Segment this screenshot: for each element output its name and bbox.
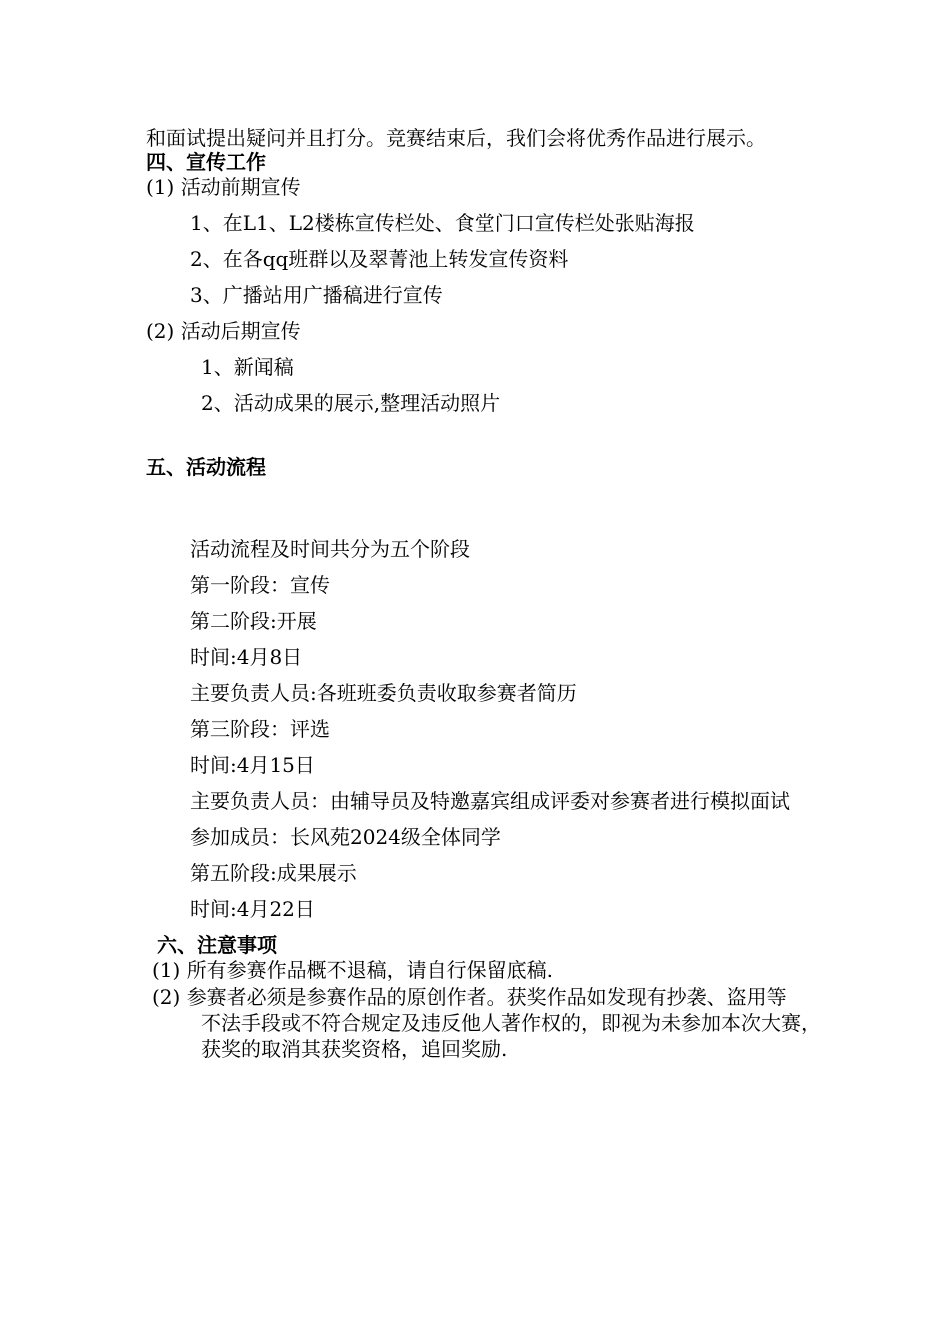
flow-line: 主要负责人员:各班班委负责收取参赛者简历 bbox=[190, 681, 577, 705]
intro-line: 和面试提出疑问并且打分。竞赛结束后，我们会将优秀作品进行展示。 bbox=[146, 126, 766, 150]
flow-line: 第二阶段:开展 bbox=[190, 609, 317, 633]
notice-item-continuation: 获奖的取消其获奖资格，追回奖励. bbox=[201, 1037, 508, 1061]
notice-item-continuation: 不法手段或不符合规定及违反他人著作权的，即视为未参加本次大赛， bbox=[201, 1011, 821, 1035]
section4-heading: 四、宣传工作 bbox=[146, 150, 266, 174]
flow-line: 第一阶段：宣传 bbox=[190, 573, 330, 597]
section5-heading: 五、活动流程 bbox=[146, 455, 266, 479]
flow-line: 时间:4月22日 bbox=[190, 897, 315, 921]
flow-line: 第五阶段:成果展示 bbox=[190, 861, 357, 885]
notice-item: (2) 参赛者必须是参赛作品的原创作者。获奖作品如发现有抄袭、盗用等 bbox=[152, 985, 787, 1009]
list-item: 3、广播站用广播稿进行宣传 bbox=[190, 283, 443, 307]
section6-heading: 六、注意事项 bbox=[157, 933, 277, 957]
pre-promotion-heading: (1) 活动前期宣传 bbox=[146, 175, 301, 199]
post-promotion-heading: (2) 活动后期宣传 bbox=[146, 319, 301, 343]
list-item: 1、新闻稿 bbox=[201, 355, 294, 379]
notice-item: (1) 所有参赛作品概不退稿，请自行保留底稿. bbox=[152, 958, 554, 982]
flow-line: 参加成员：长风苑2024级全体同学 bbox=[190, 825, 501, 849]
flow-line: 时间:4月15日 bbox=[190, 753, 315, 777]
flow-line: 第三阶段：评选 bbox=[190, 717, 330, 741]
flow-line: 时间:4月8日 bbox=[190, 645, 303, 669]
flow-line: 主要负责人员：由辅导员及特邀嘉宾组成评委对参赛者进行模拟面试 bbox=[190, 789, 790, 813]
flow-line: 活动流程及时间共分为五个阶段 bbox=[190, 537, 470, 561]
list-item: 2、在各qq班群以及翠菁池上转发宣传资料 bbox=[190, 247, 569, 271]
list-item: 1、在L1、L2楼栋宣传栏处、食堂门口宣传栏处张贴海报 bbox=[190, 211, 695, 235]
list-item: 2、活动成果的展示,整理活动照片 bbox=[201, 391, 501, 415]
